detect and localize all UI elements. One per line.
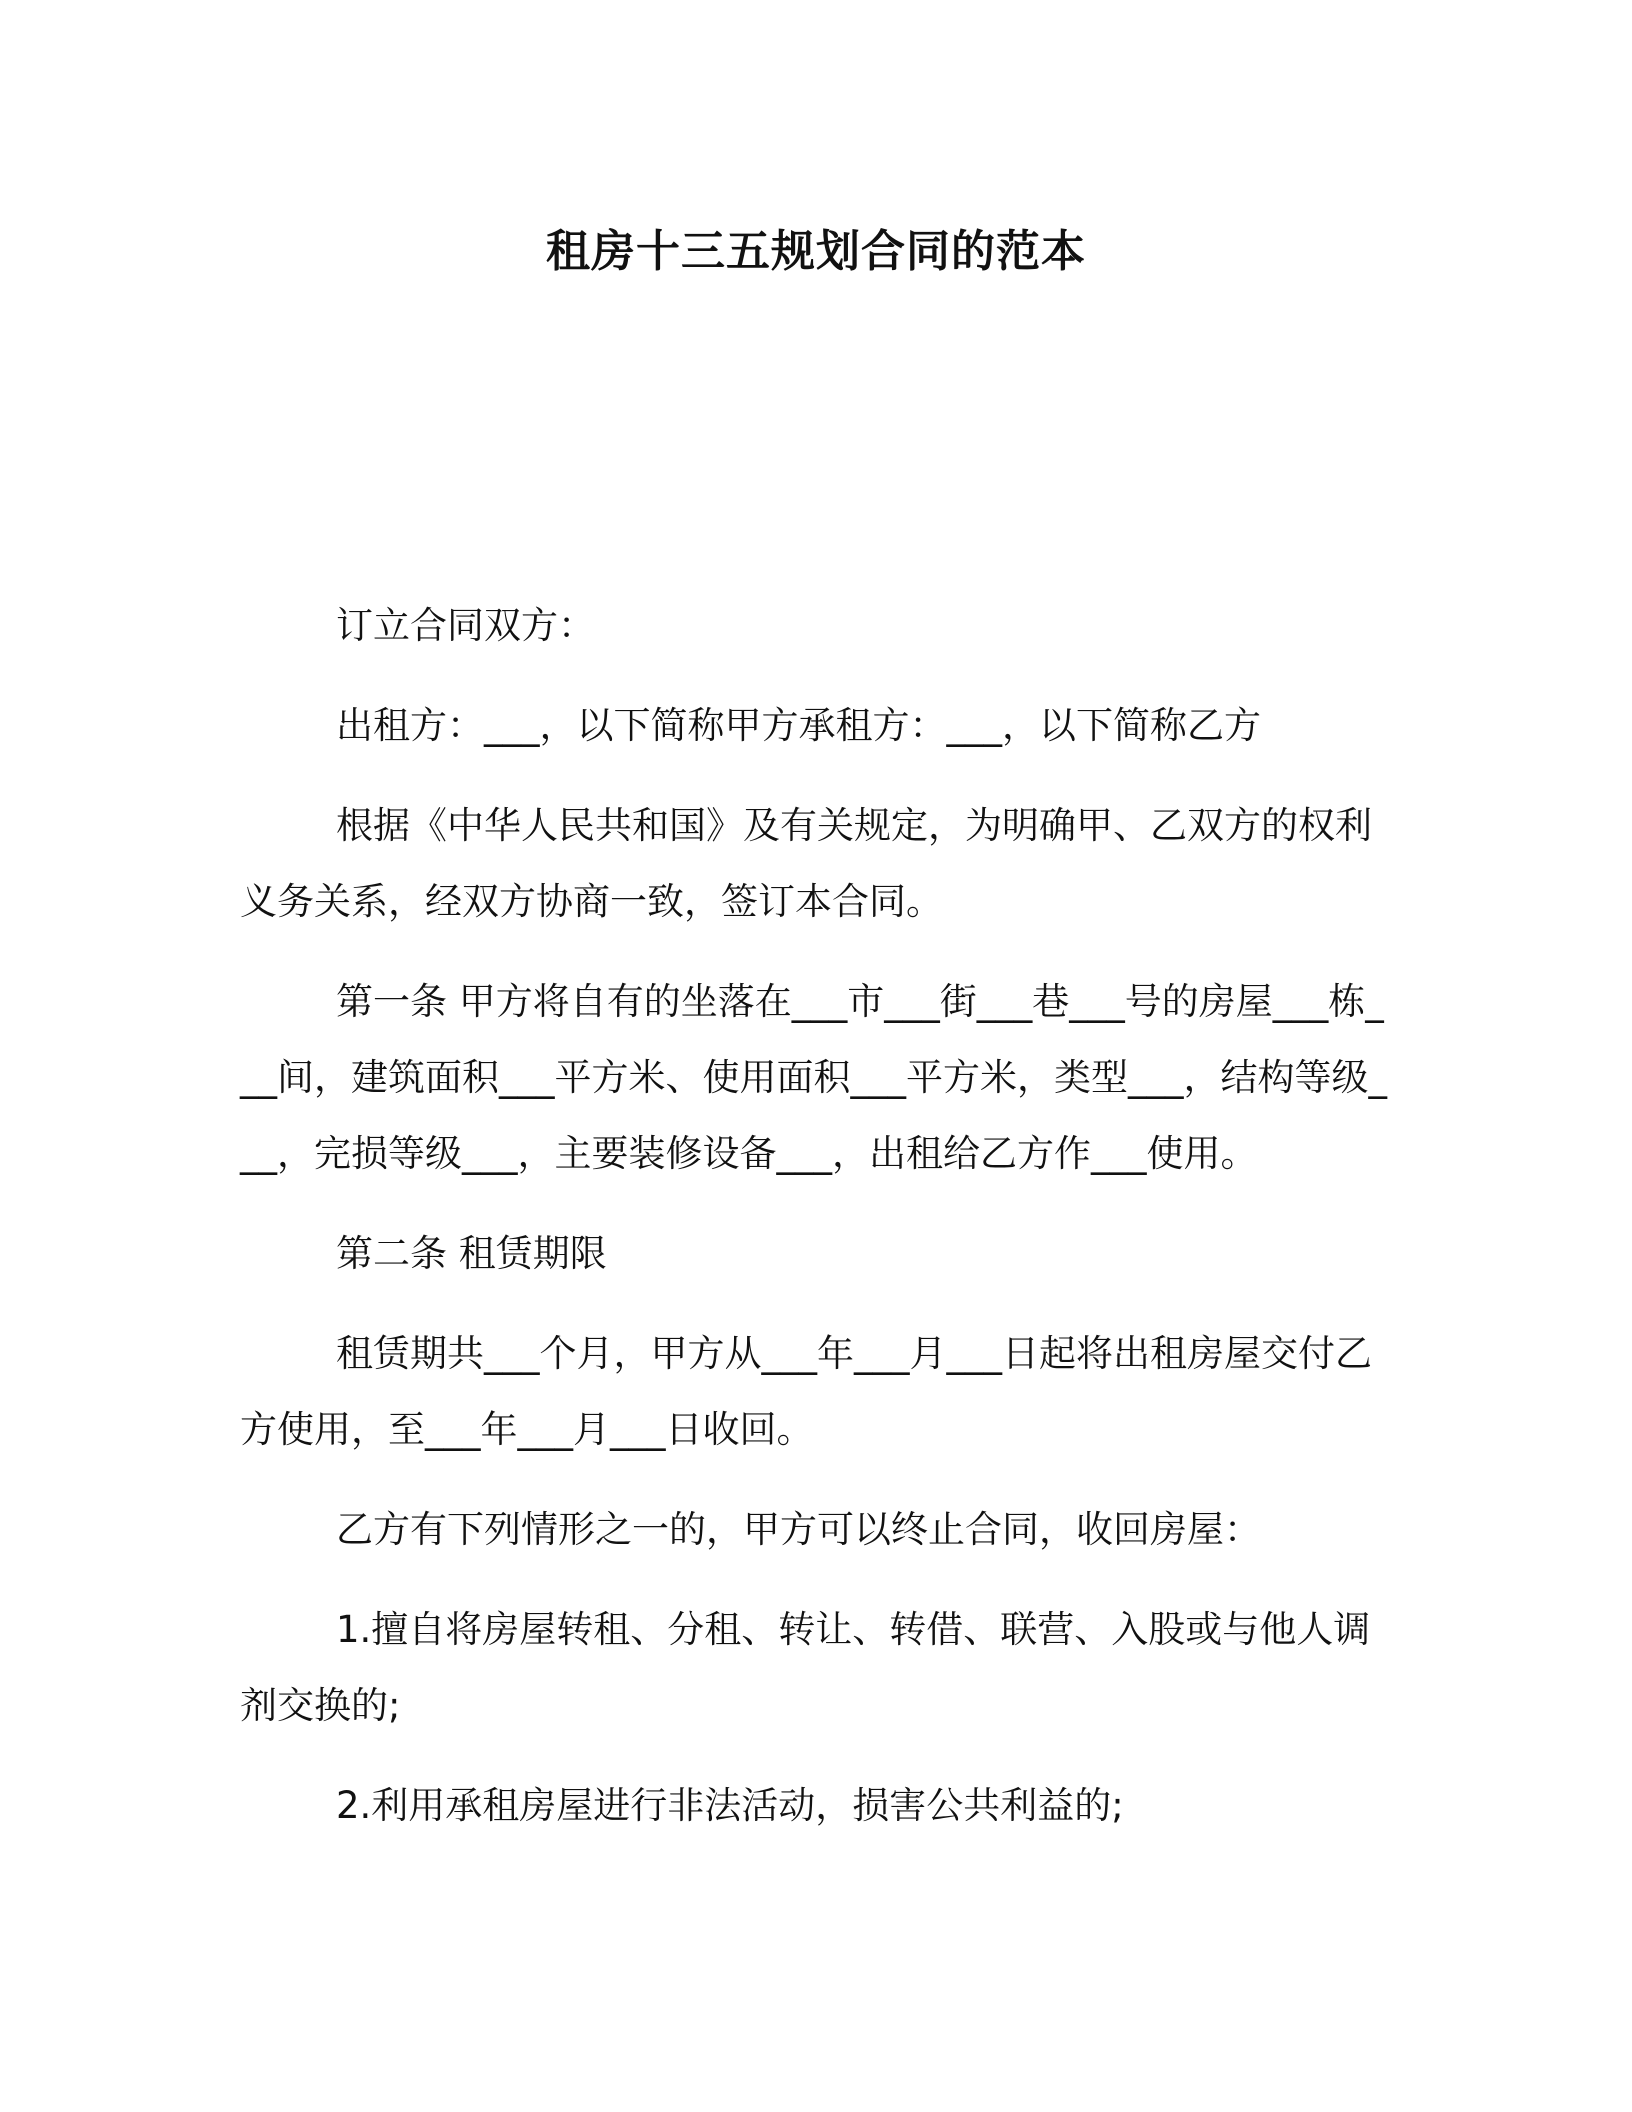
paragraph-lease-term: 租赁期共___个月，甲方从___年___月___日起将出租房屋交付乙方使用，至___年___月___日收回。	[240, 1332, 1372, 1451]
paragraph-article-1: 第一条 甲方将自有的坐落在___市___街___巷___号的房屋___栋___间，建筑面积___平方米、使用面积___平方米，类型___，结构等级___，完损等级___，主要装修设备___，出租给乙方作___使用。	[240, 980, 1387, 1175]
paragraph-legal-basis: 根据《中华人民共和国》及有关规定，为明确甲、乙双方的权利义务关系，经双方协商一致，签订本合同。	[240, 804, 1372, 923]
paragraph-article-2-heading: 第二条 租赁期限	[336, 1232, 607, 1275]
list-item-condition-1: 1.擅自将房屋转租、分租、转让、转借、联营、入股或与他人调剂交换的;	[240, 1608, 1371, 1727]
paragraph-lessor-lessee: 出租方：___，以下简称甲方承租方：___，以下简称乙方	[336, 704, 1261, 747]
document-body	[240, 588, 1392, 1868]
paragraph-parties-heading: 订立合同双方：	[336, 604, 595, 647]
document-title: 租房十三五规划合同的范本	[546, 226, 1086, 277]
list-item-condition-2: 2.利用承租房屋进行非法活动，损害公共利益的;	[336, 1784, 1124, 1827]
paragraph-termination-conditions: 乙方有下列情形之一的，甲方可以终止合同，收回房屋：	[336, 1508, 1261, 1551]
